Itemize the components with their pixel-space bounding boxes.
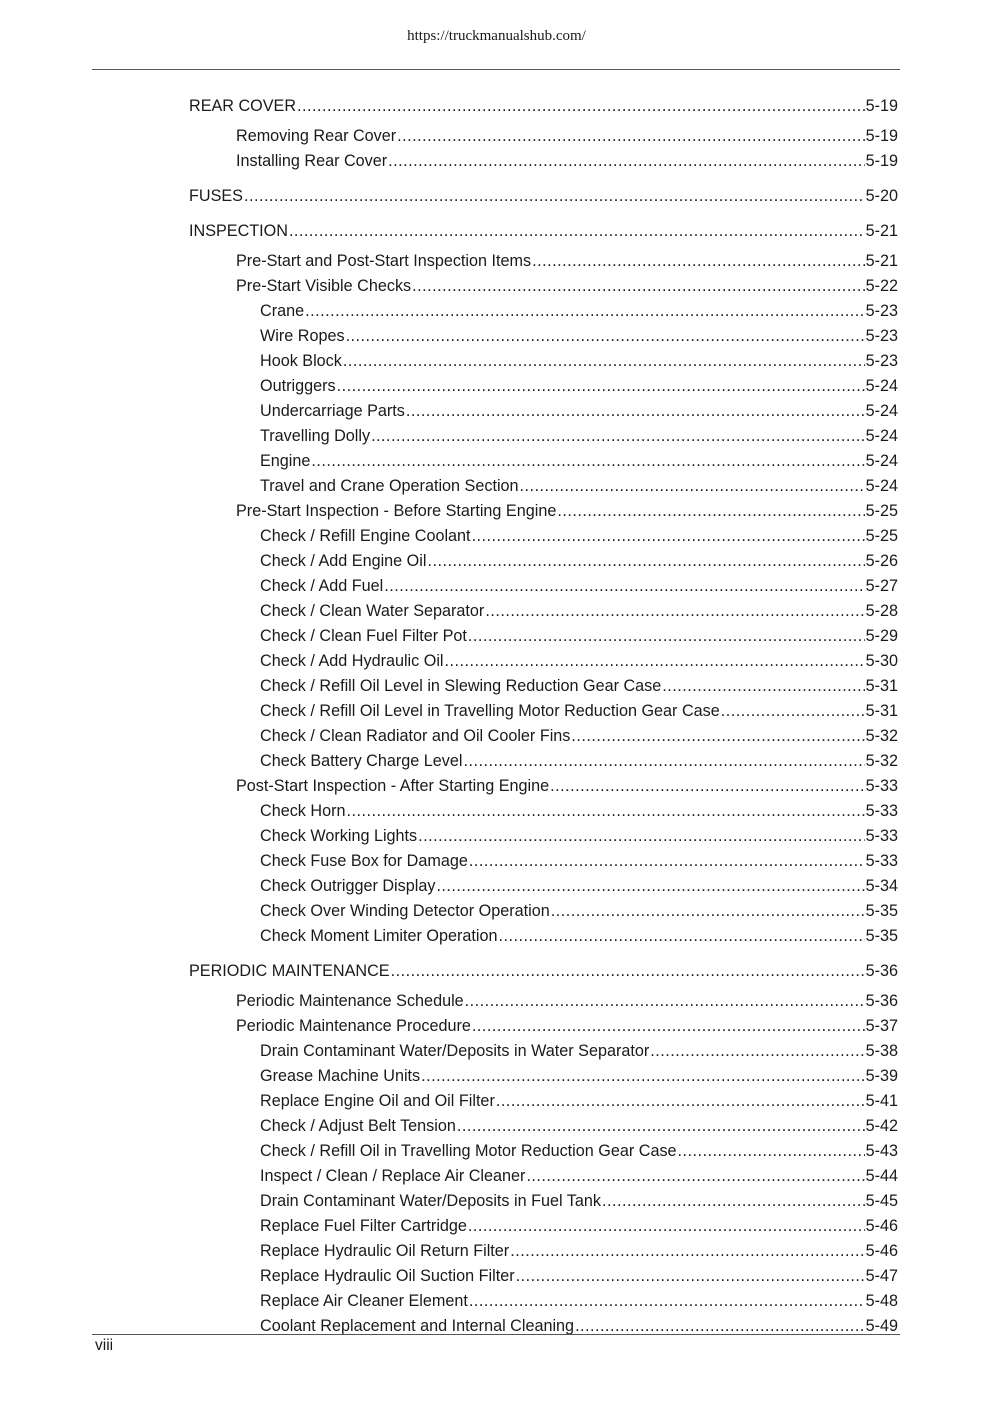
toc-entry[interactable] bbox=[260, 301, 898, 321]
toc-entry[interactable] bbox=[260, 601, 898, 621]
toc-entry-title: Crane bbox=[260, 302, 305, 320]
toc-entry-title: Travelling Dolly bbox=[260, 427, 371, 445]
page-header-url: https://truckmanualshub.com/ bbox=[407, 28, 586, 44]
toc-entry[interactable] bbox=[260, 651, 898, 671]
toc-entry[interactable] bbox=[260, 851, 898, 871]
toc-dot-leader bbox=[445, 651, 865, 671]
toc-entry-page: 5-46 bbox=[865, 1217, 898, 1235]
toc-dot-leader bbox=[244, 186, 865, 206]
toc-entry-page: 5-41 bbox=[865, 1092, 898, 1110]
toc-dot-leader bbox=[337, 376, 865, 396]
toc-entry-title: Check / Clean Fuel Filter Pot bbox=[260, 627, 467, 645]
toc-entry-page: 5-46 bbox=[865, 1242, 898, 1260]
toc-dot-leader bbox=[457, 1116, 865, 1136]
toc-entry-title: Periodic Maintenance Procedure bbox=[236, 1017, 471, 1035]
toc-dot-leader bbox=[468, 626, 865, 646]
toc-dot-leader bbox=[384, 576, 864, 596]
toc-entry-page: 5-33 bbox=[865, 802, 898, 820]
toc-entry-page: 5-24 bbox=[865, 402, 898, 420]
toc-entry-page: 5-39 bbox=[865, 1067, 898, 1085]
toc-entry-title: Replace Fuel Filter Cartridge bbox=[260, 1217, 467, 1235]
toc-entry[interactable] bbox=[260, 1216, 898, 1236]
toc-entry-page: 5-24 bbox=[865, 477, 898, 495]
toc-entry-title: Check / Clean Radiator and Oil Cooler Fins bbox=[260, 727, 571, 745]
toc-entry[interactable] bbox=[236, 991, 898, 1011]
toc-entry-title: Check Working Lights bbox=[260, 827, 418, 845]
toc-entry-page: 5-24 bbox=[865, 452, 898, 470]
toc-entry[interactable] bbox=[260, 526, 898, 546]
toc-entry[interactable] bbox=[260, 751, 898, 771]
toc-dot-leader bbox=[427, 551, 864, 571]
toc-dot-leader bbox=[550, 776, 864, 796]
toc-entry[interactable] bbox=[260, 1166, 898, 1186]
toc-entry-title: Replace Hydraulic Oil Suction Filter bbox=[260, 1267, 515, 1285]
toc-entry-page: 5-20 bbox=[865, 187, 898, 205]
toc-entry[interactable] bbox=[260, 1066, 898, 1086]
toc-entry[interactable] bbox=[260, 476, 898, 496]
toc-entry-title: Check Moment Limiter Operation bbox=[260, 927, 498, 945]
toc-entry[interactable] bbox=[260, 551, 898, 571]
toc-dot-leader bbox=[421, 1066, 864, 1086]
toc-entry-page: 5-48 bbox=[865, 1292, 898, 1310]
toc-dot-leader bbox=[391, 961, 865, 981]
toc-entry-title: Check / Add Engine Oil bbox=[260, 552, 427, 570]
toc-dot-leader bbox=[436, 876, 864, 896]
toc-dot-leader bbox=[463, 751, 864, 771]
toc-entry[interactable] bbox=[260, 801, 898, 821]
toc-entry[interactable] bbox=[236, 776, 898, 796]
toc-dot-leader bbox=[472, 1016, 865, 1036]
toc-entry[interactable] bbox=[260, 1191, 898, 1211]
toc-entry-title: Check Over Winding Detector Operation bbox=[260, 902, 550, 920]
toc-dot-leader bbox=[510, 1241, 864, 1261]
toc-entry-title: Check Fuse Box for Damage bbox=[260, 852, 468, 870]
toc-entry[interactable] bbox=[260, 626, 898, 646]
toc-entry-title: REAR COVER bbox=[189, 97, 297, 115]
toc-entry-page: 5-28 bbox=[865, 602, 898, 620]
toc-dot-leader bbox=[418, 826, 864, 846]
toc-dot-leader bbox=[406, 401, 865, 421]
toc-entry-page: 5-35 bbox=[865, 902, 898, 920]
toc-entry-page: 5-36 bbox=[865, 992, 898, 1010]
toc-entry[interactable] bbox=[260, 351, 898, 371]
toc-entry-page: 5-21 bbox=[865, 222, 898, 240]
toc-entry-title: Engine bbox=[260, 452, 311, 470]
toc-entry[interactable] bbox=[260, 1141, 898, 1161]
toc-dot-leader bbox=[602, 1191, 865, 1211]
toc-entry-title: Coolant Replacement and Internal Cleaning bbox=[260, 1317, 575, 1335]
toc-dot-leader bbox=[311, 451, 864, 471]
toc-entry-page: 5-34 bbox=[865, 877, 898, 895]
toc-entry-title: Removing Rear Cover bbox=[236, 127, 397, 145]
toc-dot-leader bbox=[371, 426, 865, 446]
toc-entry-title: Post-Start Inspection - After Starting Engine bbox=[236, 777, 550, 795]
toc-entry-page: 5-37 bbox=[865, 1017, 898, 1035]
toc-dot-leader bbox=[516, 1266, 865, 1286]
toc-entry[interactable] bbox=[260, 676, 898, 696]
toc-dot-leader bbox=[397, 126, 864, 146]
page-number: viii bbox=[95, 1337, 114, 1354]
toc-dot-leader bbox=[551, 901, 865, 921]
toc-entry[interactable] bbox=[189, 221, 898, 241]
toc-entry[interactable] bbox=[260, 701, 898, 721]
toc-entry-title: Wire Ropes bbox=[260, 327, 345, 345]
toc-entry-page: 5-23 bbox=[865, 352, 898, 370]
toc-entry-page: 5-24 bbox=[865, 377, 898, 395]
toc-entry[interactable] bbox=[260, 376, 898, 396]
toc-entry-title: Periodic Maintenance Schedule bbox=[236, 992, 464, 1010]
toc-entry-page: 5-25 bbox=[865, 527, 898, 545]
toc-entry-title: Inspect / Clean / Replace Air Cleaner bbox=[260, 1167, 526, 1185]
toc-entry-page: 5-23 bbox=[865, 327, 898, 345]
toc-entry-title: INSPECTION bbox=[189, 222, 288, 240]
toc-dot-leader bbox=[496, 1091, 865, 1111]
toc-entry[interactable] bbox=[260, 1091, 898, 1111]
toc-entry-title: Check / Refill Oil in Travelling Motor Reduction Gear Case bbox=[260, 1142, 677, 1160]
toc-entry-page: 5-42 bbox=[865, 1117, 898, 1135]
toc-entry-page: 5-19 bbox=[865, 127, 898, 145]
toc-entry-title: Drain Contaminant Water/Deposits in Water Separator bbox=[260, 1042, 650, 1060]
toc-entry[interactable] bbox=[260, 451, 898, 471]
toc-dot-leader bbox=[472, 526, 865, 546]
toc-dot-leader bbox=[571, 726, 864, 746]
toc-entry[interactable] bbox=[260, 1316, 898, 1336]
toc-entry-title: Pre-Start and Post-Start Inspection Items bbox=[236, 252, 532, 270]
toc-entry-page: 5-43 bbox=[865, 1142, 898, 1160]
toc-entry[interactable] bbox=[260, 1291, 898, 1311]
toc-dot-leader bbox=[346, 326, 865, 346]
toc-dot-leader bbox=[469, 1291, 865, 1311]
toc-entry-title: Drain Contaminant Water/Deposits in Fuel Tank bbox=[260, 1192, 601, 1210]
toc-entry-page: 5-32 bbox=[865, 752, 898, 770]
toc-entry[interactable] bbox=[260, 901, 898, 921]
toc-entry[interactable] bbox=[189, 186, 898, 206]
toc-entry-title: Check / Add Hydraulic Oil bbox=[260, 652, 444, 670]
footer-divider bbox=[92, 1334, 900, 1335]
toc-entry-page: 5-33 bbox=[865, 827, 898, 845]
toc-entry-title: Check / Refill Engine Coolant bbox=[260, 527, 471, 545]
toc-entry-page: 5-25 bbox=[865, 502, 898, 520]
toc-entry-page: 5-49 bbox=[865, 1317, 898, 1335]
toc-dot-leader bbox=[662, 676, 864, 696]
toc-entry[interactable] bbox=[260, 326, 898, 346]
toc-entry[interactable] bbox=[236, 1016, 898, 1036]
toc-entry[interactable] bbox=[189, 961, 898, 981]
toc-dot-leader bbox=[650, 1041, 864, 1061]
toc-entry-page: 5-47 bbox=[865, 1267, 898, 1285]
toc-entry-page: 5-24 bbox=[865, 427, 898, 445]
toc-entry-title: Grease Machine Units bbox=[260, 1067, 421, 1085]
toc-entry-title: Pre-Start Inspection - Before Starting Engine bbox=[236, 502, 557, 520]
toc-entry-title: Replace Engine Oil and Oil Filter bbox=[260, 1092, 495, 1110]
toc-entry-page: 5-19 bbox=[865, 152, 898, 170]
toc-entry-page: 5-33 bbox=[865, 777, 898, 795]
toc-entry-title: Replace Air Cleaner Element bbox=[260, 1292, 468, 1310]
toc-entry-title: Installing Rear Cover bbox=[236, 152, 388, 170]
toc-dot-leader bbox=[721, 701, 865, 721]
toc-dot-leader bbox=[468, 1216, 865, 1236]
toc-entry[interactable] bbox=[260, 1116, 898, 1136]
toc-entry[interactable] bbox=[260, 1041, 898, 1061]
toc-dot-leader bbox=[346, 801, 864, 821]
toc-dot-leader bbox=[412, 276, 864, 296]
toc-entry-title: Outriggers bbox=[260, 377, 336, 395]
toc-dot-leader bbox=[469, 851, 865, 871]
toc-dot-leader bbox=[388, 151, 864, 171]
toc-entry-page: 5-21 bbox=[865, 252, 898, 270]
toc-entry[interactable] bbox=[236, 151, 898, 171]
toc-entry-title: Check Outrigger Display bbox=[260, 877, 436, 895]
toc-entry-page: 5-30 bbox=[865, 652, 898, 670]
toc-dot-leader bbox=[465, 991, 865, 1011]
toc-entry-page: 5-29 bbox=[865, 627, 898, 645]
toc-entry[interactable] bbox=[236, 251, 898, 271]
toc-entry[interactable] bbox=[236, 276, 898, 296]
toc-dot-leader bbox=[499, 926, 865, 946]
toc-entry-page: 5-31 bbox=[865, 677, 898, 695]
toc-entry-title: Check / Refill Oil Level in Travelling Motor Reduction Gear Case bbox=[260, 702, 720, 720]
toc-entry[interactable] bbox=[260, 1241, 898, 1261]
toc-dot-leader bbox=[526, 1166, 864, 1186]
toc-entry[interactable] bbox=[260, 576, 898, 596]
toc-dot-leader bbox=[289, 221, 865, 241]
toc-entry-page: 5-23 bbox=[865, 302, 898, 320]
toc-entry[interactable] bbox=[260, 876, 898, 896]
header-divider bbox=[92, 69, 900, 70]
toc-dot-leader bbox=[297, 96, 865, 116]
toc-entry[interactable] bbox=[189, 96, 898, 116]
toc-entry-page: 5-33 bbox=[865, 852, 898, 870]
toc-entry-page: 5-32 bbox=[865, 727, 898, 745]
toc-entry-title: Check / Adjust Belt Tension bbox=[260, 1117, 456, 1135]
toc-entry-page: 5-27 bbox=[865, 577, 898, 595]
toc-entry-title: Undercarriage Parts bbox=[260, 402, 405, 420]
toc-entry-title: FUSES bbox=[189, 187, 243, 205]
toc-entry[interactable] bbox=[236, 501, 898, 521]
toc-entry-page: 5-35 bbox=[865, 927, 898, 945]
toc-entry[interactable] bbox=[260, 401, 898, 421]
toc-entry-title: Hook Block bbox=[260, 352, 342, 370]
toc-entry-page: 5-44 bbox=[865, 1167, 898, 1185]
toc-entry[interactable] bbox=[260, 826, 898, 846]
toc-entry-title: Pre-Start Visible Checks bbox=[236, 277, 412, 295]
toc-entry-title: Check / Clean Water Separator bbox=[260, 602, 485, 620]
toc-dot-leader bbox=[305, 301, 865, 321]
toc-entry-page: 5-38 bbox=[865, 1042, 898, 1060]
toc-entry[interactable] bbox=[260, 426, 898, 446]
toc-entry-page: 5-19 bbox=[865, 97, 898, 115]
toc-entry-title: Travel and Crane Operation Section bbox=[260, 477, 519, 495]
toc-entry[interactable] bbox=[260, 926, 898, 946]
toc-entry-title: Check Battery Charge Level bbox=[260, 752, 463, 770]
toc-entry[interactable] bbox=[260, 726, 898, 746]
toc-dot-leader bbox=[485, 601, 864, 621]
toc-dot-leader bbox=[343, 351, 865, 371]
toc-entry[interactable] bbox=[260, 1266, 898, 1286]
toc-entry-title: Replace Hydraulic Oil Return Filter bbox=[260, 1242, 510, 1260]
toc-dot-leader bbox=[532, 251, 864, 271]
toc-dot-leader bbox=[557, 501, 864, 521]
toc-entry-page: 5-36 bbox=[865, 962, 898, 980]
toc-entry[interactable] bbox=[236, 126, 898, 146]
toc-dot-leader bbox=[575, 1316, 865, 1336]
toc-entry-title: Check Horn bbox=[260, 802, 346, 820]
toc-dot-leader bbox=[678, 1141, 865, 1161]
toc-entry-page: 5-22 bbox=[865, 277, 898, 295]
toc-entry-page: 5-45 bbox=[865, 1192, 898, 1210]
toc-entry-title: Check / Add Fuel bbox=[260, 577, 384, 595]
toc-entry-page: 5-31 bbox=[865, 702, 898, 720]
toc-entry-title: Check / Refill Oil Level in Slewing Reduction Gear Case bbox=[260, 677, 662, 695]
toc-dot-leader bbox=[520, 476, 865, 496]
toc-entry-page: 5-26 bbox=[865, 552, 898, 570]
toc-entry-title: PERIODIC MAINTENANCE bbox=[189, 962, 390, 980]
